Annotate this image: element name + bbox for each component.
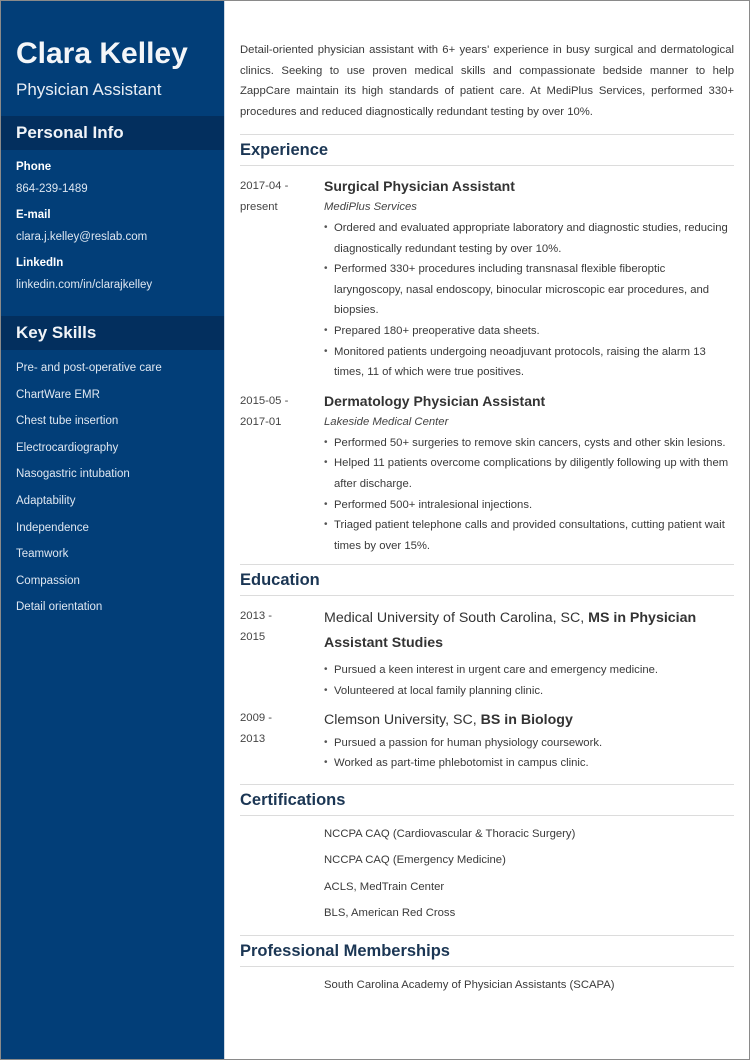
date-start: 2017-04 - xyxy=(240,180,289,192)
certification-item: ACLS, MedTrain Center xyxy=(324,880,445,893)
skill-item: Compassion xyxy=(16,574,80,587)
email-value: clara.j.kelley@reslab.com xyxy=(16,231,148,243)
experience-entry xyxy=(240,176,734,383)
education-heading: Education xyxy=(240,571,320,590)
section-divider xyxy=(240,966,734,967)
date-range xyxy=(240,606,324,701)
phone-value: 864-239-1489 xyxy=(16,183,88,195)
section-divider xyxy=(240,165,734,166)
candidate-name: Clara Kelley xyxy=(16,37,188,70)
date-end: 2015 xyxy=(240,631,266,644)
date-end: 2017-01 xyxy=(240,415,282,428)
job-title: Surgical Physician Assistant xyxy=(324,178,515,194)
date-range xyxy=(240,176,324,383)
date-start: 2013 - xyxy=(240,610,273,623)
date-range xyxy=(240,391,324,557)
bullet-item: • Triaged patient telephone calls and provided consultations, cutting patient wait times by over 15%. xyxy=(324,515,734,556)
entry-body xyxy=(324,391,734,557)
job-title: Dermatology Physician Assistant xyxy=(324,392,546,409)
bullet-item: • Pursued a passion for human physiology coursework. xyxy=(324,733,734,754)
experience-entry xyxy=(240,391,734,557)
degree: BS in Biology xyxy=(480,711,573,728)
entry-body xyxy=(324,708,734,774)
bullet-list xyxy=(324,660,734,701)
memberships-list xyxy=(240,972,734,999)
bullet-list xyxy=(324,733,734,774)
certifications-list xyxy=(240,821,734,927)
date-end: present xyxy=(240,201,278,213)
bullet-list xyxy=(324,433,734,557)
bullet-item: • Performed 330+ procedures including transnasal flexible fiberoptic laryngoscopy, nasal endoscopy, binocular microscopic ear procedures, and biopsies. xyxy=(324,259,734,321)
date-start: 2015-05 - xyxy=(240,394,289,407)
education-entry xyxy=(240,606,734,701)
key-skills-heading: Key Skills xyxy=(1,316,224,350)
bullet-item: • Ordered and evaluated appropriate laboratory and diagnostic studies, reducing diagnostically redundant testing by over 10%. xyxy=(324,218,734,259)
membership-item: South Carolina Academy of Physician Assistants (SCAPA) xyxy=(324,978,615,991)
skill-item: Chest tube insertion xyxy=(16,415,119,428)
certification-item: NCCPA CAQ (Emergency Medicine) xyxy=(324,854,506,867)
skill-item: Nasogastric intubation xyxy=(16,468,130,481)
degree: MS in Physician Assistant Studies xyxy=(324,610,697,652)
experience-heading: Experience xyxy=(240,141,329,159)
entry-body xyxy=(324,176,734,383)
date-range xyxy=(240,708,324,774)
school-name: Clemson University, SC, xyxy=(324,711,481,728)
linkedin-label: LinkedIn xyxy=(16,257,64,269)
bullet-item: • Helped 11 patients overcome complications by diligently following up with them after discharge. xyxy=(324,453,734,494)
skill-item: Teamwork xyxy=(16,548,69,561)
email-label: E-mail xyxy=(16,209,51,221)
bullet-item: • Worked as part-time phlebotomist in campus clinic. xyxy=(324,753,734,774)
date-end: 2013 xyxy=(240,732,266,745)
skill-item: Pre- and post-operative care xyxy=(16,362,162,374)
skill-item: Detail orientation xyxy=(16,601,103,614)
entry-body xyxy=(324,606,734,701)
sidebar xyxy=(1,1,225,1059)
skill-item: ChartWare EMR xyxy=(16,388,100,401)
bullet-item: • Prepared 180+ preoperative data sheets. xyxy=(324,321,734,342)
school-line xyxy=(324,606,734,656)
section-divider xyxy=(240,595,734,596)
summary-paragraph: Detail-oriented physician assistant with 6+ years' experience in busy surgical and dermatological clinics. Seeking to use proven medical skills and compassionate bedside manner to help ZappCare maintain its high standards of patient care. At MediPlus Services, performed 330+ procedures and reduced diagnostically redundant testing by over 10%. xyxy=(240,44,734,118)
section-divider xyxy=(240,815,734,816)
linkedin-value: linkedin.com/in/clarajkelley xyxy=(16,279,153,291)
date-start: 2009 - xyxy=(240,711,273,724)
contact-info xyxy=(1,150,224,316)
bullet-item: • Performed 500+ intralesional injections. xyxy=(324,495,734,516)
skill-item: Adaptability xyxy=(16,494,76,507)
memberships-heading: Professional Memberships xyxy=(240,941,450,960)
skill-item: Independence xyxy=(16,521,89,534)
bullet-list xyxy=(324,218,734,383)
main-content xyxy=(225,1,749,1059)
bullet-item: • Monitored patients undergoing neoadjuvant protocols, raising the alarm 13 times, 11 of which were true positives. xyxy=(324,342,734,383)
company-name: MediPlus Services xyxy=(324,201,417,213)
education-entry xyxy=(240,708,734,774)
personal-info-heading: Personal Info xyxy=(1,116,224,150)
bullet-item: • Volunteered at local family planning clinic. xyxy=(324,681,734,702)
bullet-item: • Pursued a keen interest in urgent care and emergency medicine. xyxy=(324,660,734,681)
certification-item: BLS, American Red Cross xyxy=(324,907,456,920)
school-name: Medical University of South Carolina, SC, xyxy=(324,610,589,627)
skills-list xyxy=(1,350,224,627)
school-line xyxy=(324,708,734,733)
phone-label: Phone xyxy=(16,161,52,173)
company-name: Lakeside Medical Center xyxy=(324,415,449,428)
certifications-heading: Certifications xyxy=(240,790,346,809)
certification-item: NCCPA CAQ (Cardiovascular & Thoracic Surgery) xyxy=(324,827,576,840)
skill-item: Electrocardiography xyxy=(16,441,119,454)
bullet-item: • Performed 50+ surgeries to remove skin cancers, cysts and other skin lesions. xyxy=(324,433,734,454)
candidate-title: Physician Assistant xyxy=(16,80,162,99)
